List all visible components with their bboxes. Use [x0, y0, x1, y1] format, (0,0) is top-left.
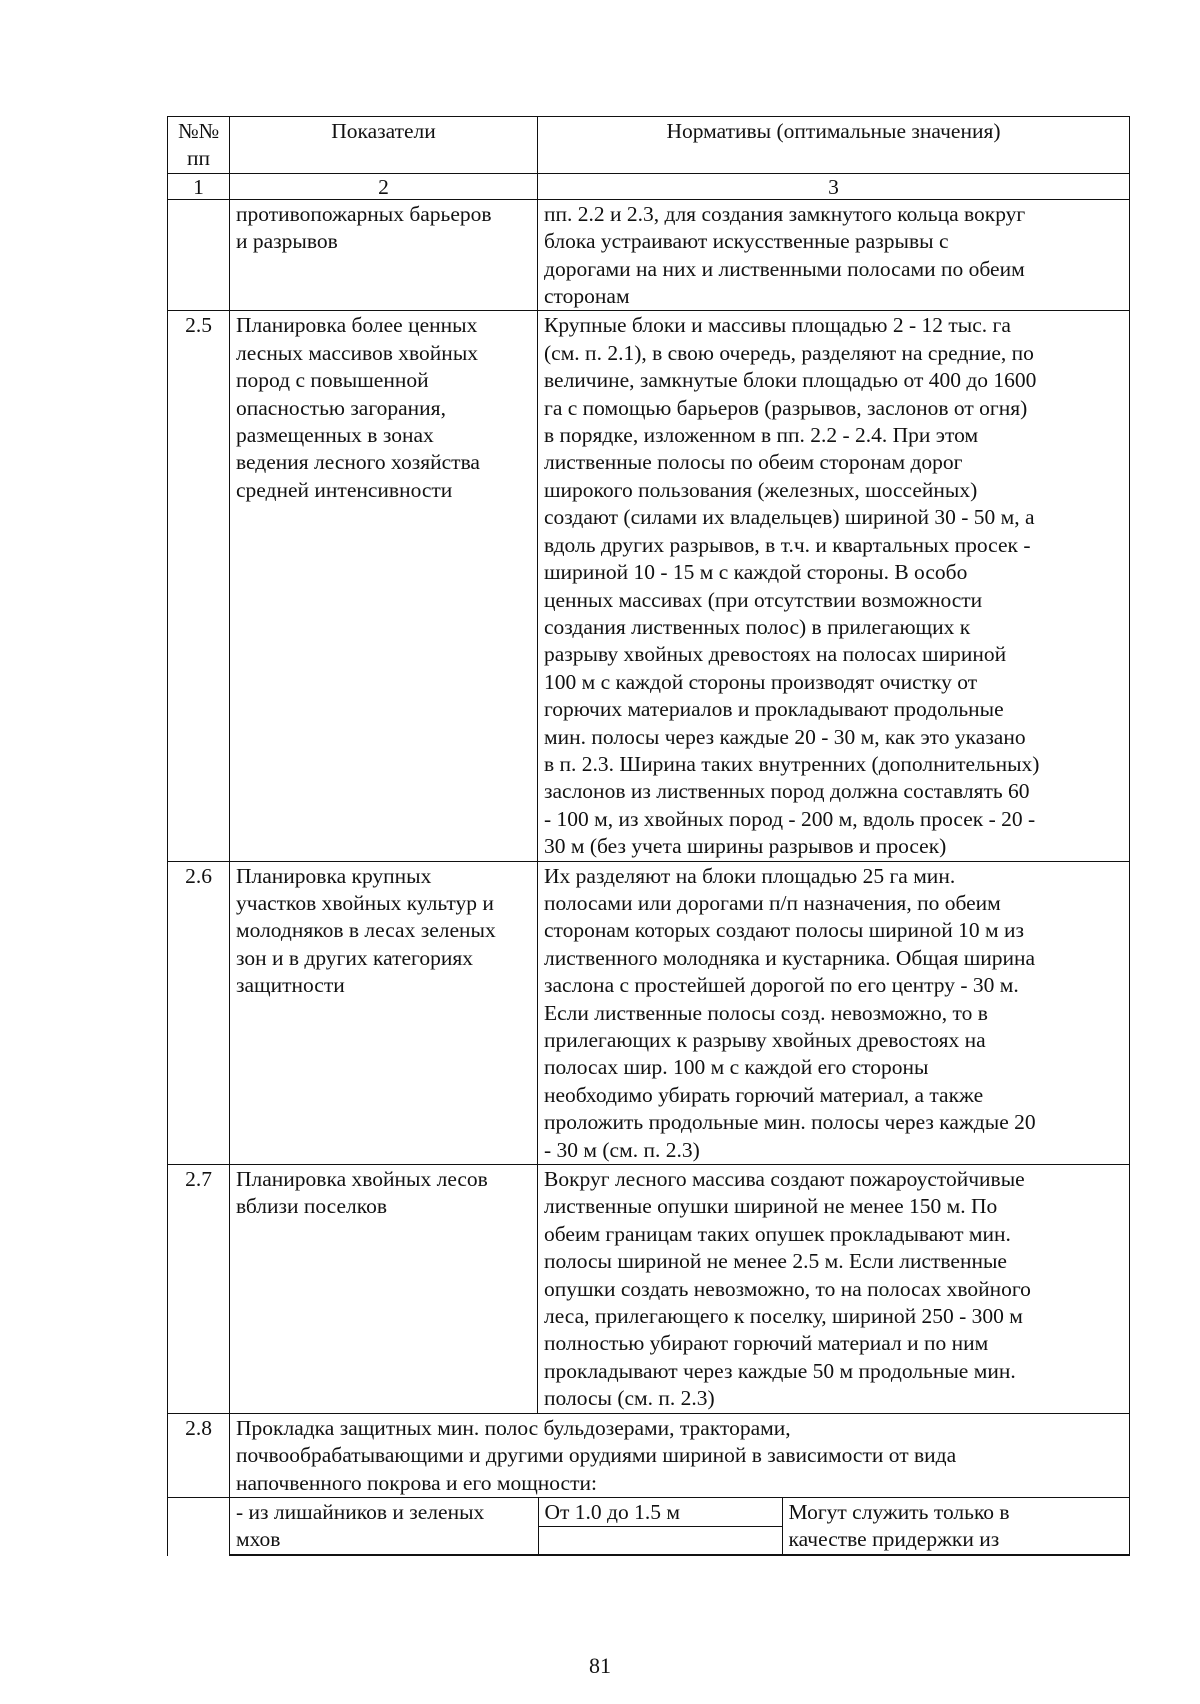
table-row [168, 1413, 1130, 1497]
row-norm: Их разделяют на блоки площадью 25 га мин. полосами или дорогами п/п назначения, по обеим сторонам которых создают полосы шириной 10 м из лиственного молодняка и кустарника. Общая ширина заслона с простейшей дорогой по его центру - 30 м. Если лиственные полосы созд. невозможно, то в прилегающих к разрыву хвойных древостоях на полосах шир. 100 м с каждой его стороны необходимо убирать горючий материал, а также проложить продольные мин. полосы через каждые 20 - 30 м (см. п. 2.3) [538, 861, 1130, 1164]
row-merged-text: Прокладка защитных мин. полос бульдозерами, тракторами, почвообрабатывающими и другими орудиями шириной в зависимости от вида напочвенного покрова и его мощности: [230, 1413, 1130, 1497]
header-number: №№ пп [168, 117, 230, 174]
row-number: 2.8 [168, 1413, 230, 1497]
row-number: 2.7 [168, 1165, 230, 1414]
row-number: 2.6 [168, 861, 230, 1164]
row-number-empty [168, 1497, 230, 1555]
column-number: 2 [230, 173, 538, 199]
header-norms: Нормативы (оптимальные значения) [538, 117, 1130, 174]
header-indicators: Показатели [230, 117, 538, 174]
norms-table [167, 116, 1130, 1556]
row-number [168, 199, 230, 311]
row-norm: Крупные блоки и массивы площадью 2 - 12 тыс. га (см. п. 2.1), в свою очередь, разделяют на средние, по величине, замкнутые блоки площадью от 400 до 1600 га с помощью барьеров (разрывов, заслонов от огня) в порядке, изложенном в пп. 2.2 - 2.4. При этом лиственные полосы по обеим сторонам дорог широкого пользования (железных, шоссейных) создают (силами их владельцев) шириной 30 - 50 м, а вдоль других разрывов, в т.ч. и квартальных просек - шириной 10 - 15 м с каждой стороны. В особо ценных массивах (при отсутствии возможности создания лиственных полос) в прилегающих к разрыву хвойных древостоях на полосах шириной 100 м с каждой стороны производят очистку от горючих материалов и прокладывают продольные мин. полосы через каждые 20 - 30 м, как это указано в п. 2.3. Ширина таких внутренних (дополнительных) заслонов из лиственных пород должна составлять 60 - 100 м, из хвойных пород - 200 м, вдоль просек - 20 - 30 м (без учета ширины разрывов и просек) [538, 311, 1130, 861]
table-header-row [168, 117, 1130, 174]
column-number: 3 [538, 173, 1130, 199]
table-row [168, 1165, 1130, 1414]
row-indicator: противопожарных барьеров и разрывов [230, 199, 538, 311]
table-row [168, 1497, 1130, 1555]
row-indicator: Планировка более ценных лесных массивов хвойных пород с повышенной опасностью загорания, размещенных в зонах ведения лесного хозяйства средней интенсивности [230, 311, 538, 861]
subtable [230, 1498, 1130, 1555]
page-number: 81 [589, 1653, 611, 1678]
table-row [168, 311, 1130, 861]
subrow-note: Могут служить только в качестве придержки из [782, 1498, 1130, 1555]
subrow-indicator: - из лишайников и зеленых мхов [230, 1498, 538, 1555]
row-indicator: Планировка крупных участков хвойных культур и молодняков в лесах зеленых зон и в других категориях защитности [230, 861, 538, 1164]
row-norm: пп. 2.2 и 2.3, для создания замкнутого кольца вокруг блока устраивают искусственные разрывы с дорогами на них и лиственными полосами по обеим сторонам [538, 199, 1130, 311]
column-number-row [168, 173, 1130, 199]
subtable-cell [230, 1497, 1130, 1555]
subrow-width-empty [538, 1527, 782, 1555]
row-number: 2.5 [168, 311, 230, 861]
row-norm: Вокруг лесного массива создают пожароустойчивые лиственные опушки шириной не менее 150 м. По обеим границам таких опушек прокладывают мин. полосы шириной не менее 2.5 м. Если лиственные опушки создать невозможно, то на полосах хвойного леса, прилегающего к поселку, шириной 250 - 300 м полностью убирают горючий материал и по ним прокладывают через каждые 50 м продольные мин. полосы (см. п. 2.3) [538, 1165, 1130, 1414]
subrow-width: От 1.0 до 1.5 м [538, 1498, 782, 1527]
column-number: 1 [168, 173, 230, 199]
table-row [168, 199, 1130, 311]
table-row [168, 861, 1130, 1164]
row-indicator: Планировка хвойных лесов вблизи поселков [230, 1165, 538, 1414]
